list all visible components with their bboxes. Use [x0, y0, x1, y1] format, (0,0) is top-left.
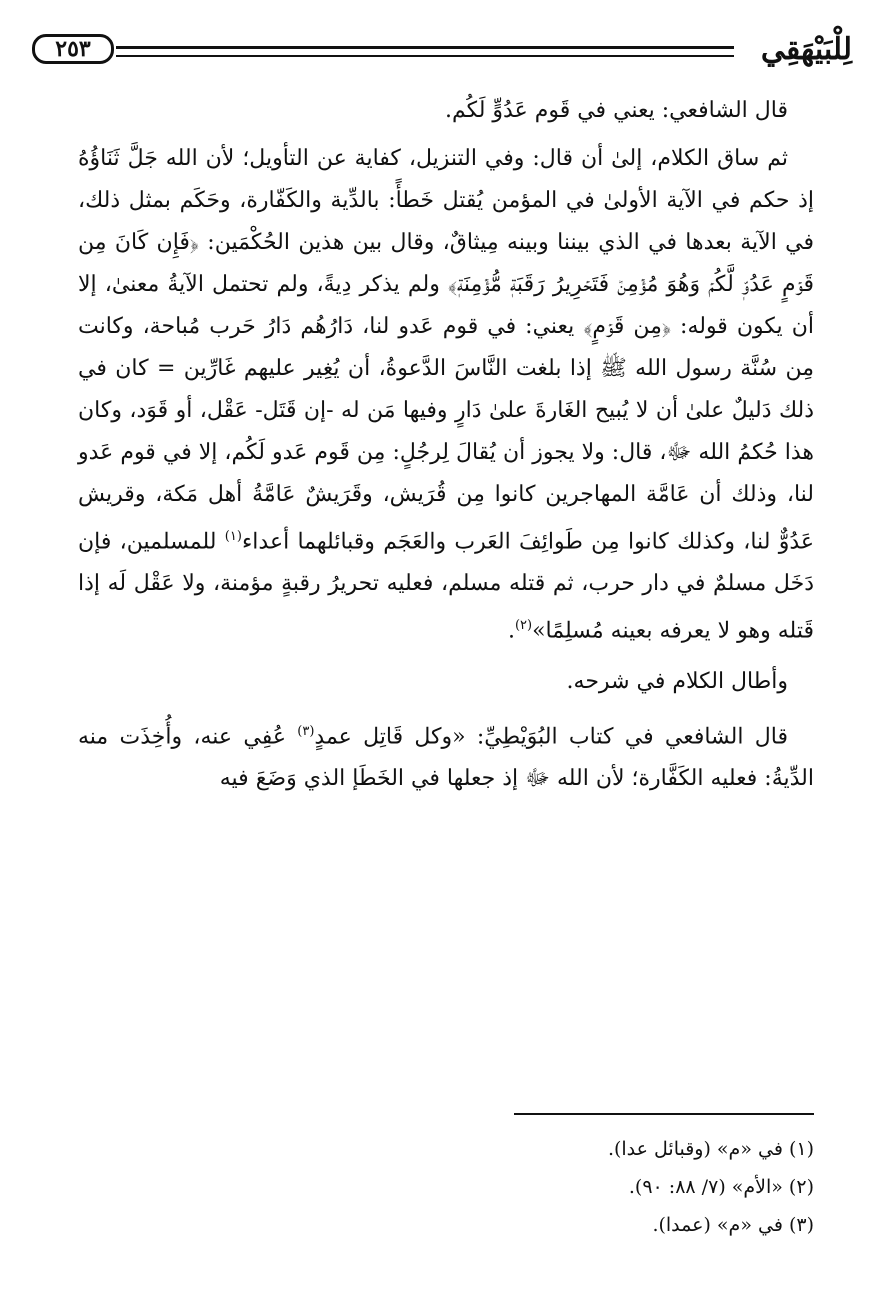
paragraph [78, 661, 814, 703]
footnote-separator [514, 1113, 814, 1115]
paragraph-text: عُفِي عنه، وأُخِذَت منه الدِّيةُ: فعليه الكَفَّارة؛ لأن الله ﷻ إذ جعلها في الخَطَإ الذي وَضَعَ فيه [78, 723, 814, 791]
footnote-marker[interactable]: (٢) [514, 618, 533, 634]
footnotes [78, 1130, 814, 1244]
footnote-marker[interactable]: (٣) [297, 723, 315, 739]
footnote: (١) في «م» (وقبائل عدا). [607, 1138, 814, 1160]
paragraph-text: قال الشافعي في كتاب البُوَيْطِيِّ: «وكل قَاتِل عمدٍ [314, 723, 788, 749]
paragraph-text: ثم ساق الكلام، إلىٰ أن قال: وفي التنزيل، كفاية عن التأويل؛ لأن الله جَلَّ ثَنَاؤُهُ إذ حكم في الآية الأولىٰ في المؤمن يُقتل خَطأً: بالدِّية والكَفّارة، وحَكَم بمثل ذلك، في الآية بعدها في الذي بيننا وبينه مِيثاقٌ، وقال بين هذين الحُكْمَين: ﴿فَإِن كَانَ مِن قَوۡمٍ عَدُوّٖ لَّكُمۡ وَهُوَ مُؤۡمِنٞ فَتَحۡرِيرُ رَقَبَةٖ مُّؤۡمِنَةٖ﴾ ولم يذكر دِيةً، ولم تحتمل الآيةُ معنىٰ، إلا أن يكون قوله: ﴿مِن قَوۡمٍ﴾ يعني: في قوم عَدو لنا، دَارُهُم دَارُ حَرب مُباحة، وكانت مِن سُنَّة رسول الله ﷺ إذا بلغت النَّاسَ الدَّعوةُ، أن يُغِير عليهم غَارِّين = كان في ذلك دَليلٌ علىٰ أن لا يُبيح الغَارةَ علىٰ دَارٍ وفيها مَن له -إن قَتَل- عَقْل، أو قَوَد، وكان هذا حُكمُ الله ﷻ، قال: ولا يجوز أن يُقالَ لِرجُلٍ: مِن قَوم عَدو لَكُم، إلا في قوم عَدو لنا، وذلك أن عَامَّة المهاجرين كانوا مِن قُرَيش، وقَرَيشٌ عَامَّةُ أهل مَكة، وقريش عَدُوٌّ لنا، وكذلك كانوا مِن طَوائِفَ العَرب والعَجَم وقبائلهما أعداء [78, 146, 814, 555]
main-text [78, 90, 814, 808]
header-rule [116, 46, 734, 57]
paragraph [78, 711, 814, 800]
paragraph-text: للمسلمين، فإن دَخَل مسلمٌ في دار حرب، ثم قتله مسلم، فعليه تحريرُ رقبةٍ مؤمنة، ولا عَقْل لَه إذا قَتله وهو لا يعرفه بعينه مُسلِمًا» [78, 529, 814, 644]
paragraph-text: . [507, 618, 515, 644]
paragraph-text: قال الشافعي: يعني في قَوم عَدُوٍّ لَكُم. [444, 98, 788, 123]
paragraph [78, 90, 814, 132]
paragraph-text: وأطال الكلام في شرحه. [566, 668, 788, 694]
footnote: (٣) في «م» (عمدا). [652, 1214, 814, 1236]
page-number: ٢٥٣ [32, 34, 114, 64]
running-head-title: لِلْبَيْهَقِي [760, 32, 852, 67]
footnote: (٢) «الأم» (٧/ ٨٨: ٩٠). [628, 1176, 814, 1198]
page-header [24, 30, 852, 74]
paragraph [78, 138, 814, 653]
footnote-marker[interactable]: (١) [224, 529, 242, 544]
